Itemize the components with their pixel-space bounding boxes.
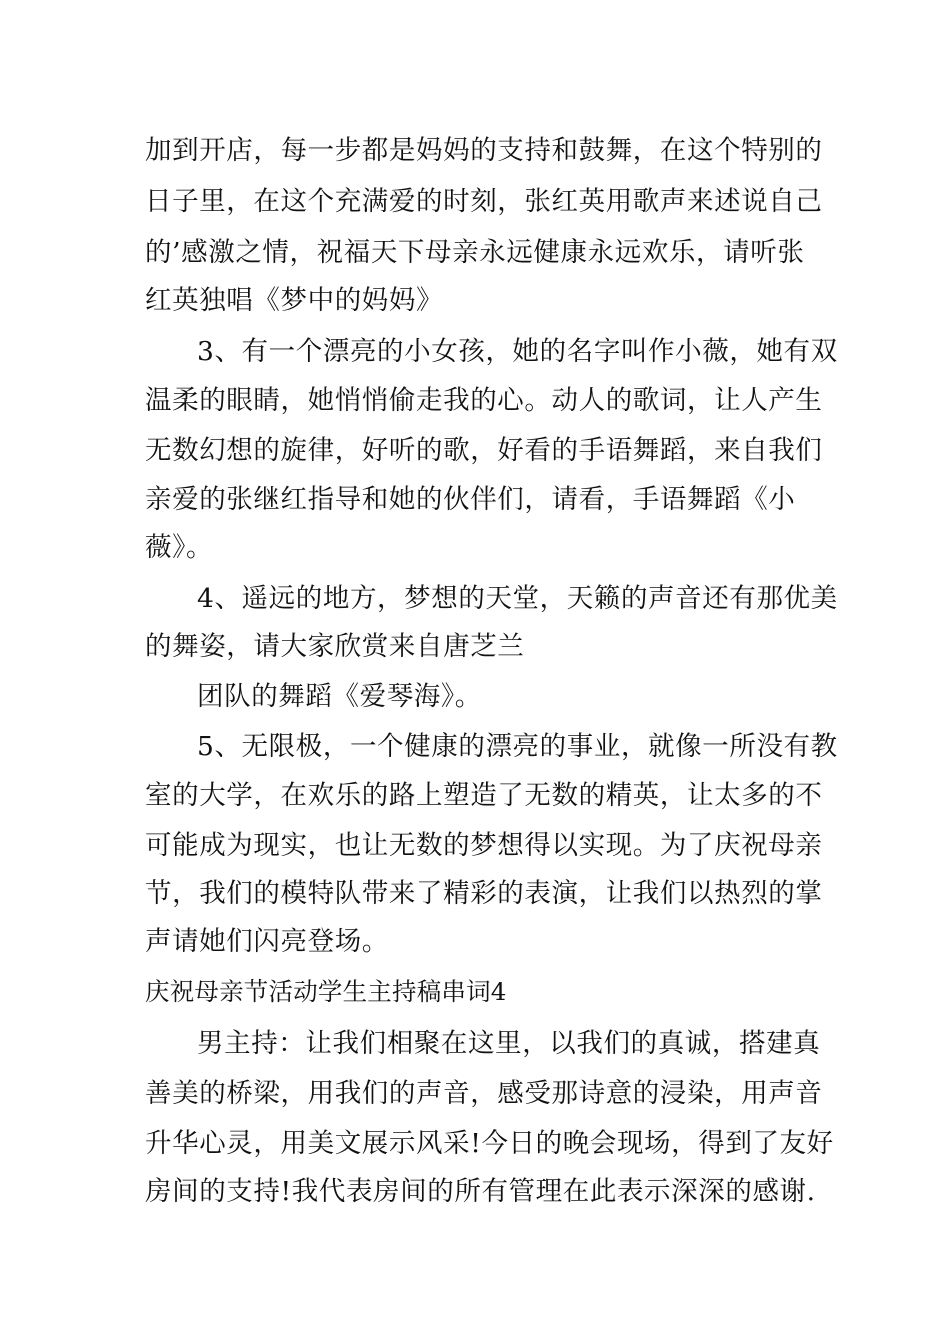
text-line: 日子里，在这个充满爱的时刻，张红英用歌声来述说自己	[145, 186, 823, 217]
paragraph-host-start: 男主持：让我们相聚在这里，以我们的真诚，搭建真	[197, 1028, 821, 1059]
text-line: 声请她们闪亮登场。	[145, 926, 389, 957]
text-line: 亲爱的张继红指导和她的伙伴们，请看，手语舞蹈《小	[145, 484, 796, 515]
text-line: 团队的舞蹈《爱琴海》。	[197, 681, 482, 712]
text-line: 升华心灵，用美文展示风采!今日的晚会现场，得到了友好	[145, 1128, 834, 1159]
text-line: 无数幻想的旋律，好听的歌，好看的手语舞蹈，来自我们	[145, 435, 823, 466]
paragraph-4-start: 4、遥远的地方，梦想的天堂，天籁的声音还有那优美	[197, 583, 838, 614]
text-line: 加到开店，每一步都是妈妈的支持和鼓舞，在这个特别的	[145, 135, 823, 166]
paragraph-5-start: 5、无限极，一个健康的漂亮的事业，就像一所没有教	[197, 731, 838, 762]
text-line: 房间的支持!我代表房间的所有管理在此表示深深的感谢.	[145, 1176, 816, 1207]
text-line: 红英独唱《梦中的妈妈》	[145, 285, 444, 316]
text-line: 节，我们的模特队带来了精彩的表演，让我们以热烈的掌	[145, 878, 823, 909]
text-line: 室的大学，在欢乐的路上塑造了无数的精英，让太多的不	[145, 780, 823, 811]
text-line: 的舞姿，请大家欣赏来自唐芝兰	[145, 631, 525, 662]
text-line: 可能成为现实，也让无数的梦想得以实现。为了庆祝母亲	[145, 830, 823, 861]
paragraph-3-start: 3、有一个漂亮的小女孩，她的名字叫作小薇，她有双	[197, 336, 838, 367]
text-line: 善美的桥梁，用我们的声音，感受那诗意的浸染，用声音	[145, 1078, 823, 1109]
text-line: 薇》。	[145, 532, 214, 563]
text-line: 的’感激之情，祝福天下母亲永远健康永远欢乐，请听张	[145, 237, 805, 268]
section-heading: 庆祝母亲节活动学生主持稿串词4	[145, 977, 507, 1006]
text-line: 温柔的眼睛，她悄悄偷走我的心。动人的歌词，让人产生	[145, 385, 823, 416]
